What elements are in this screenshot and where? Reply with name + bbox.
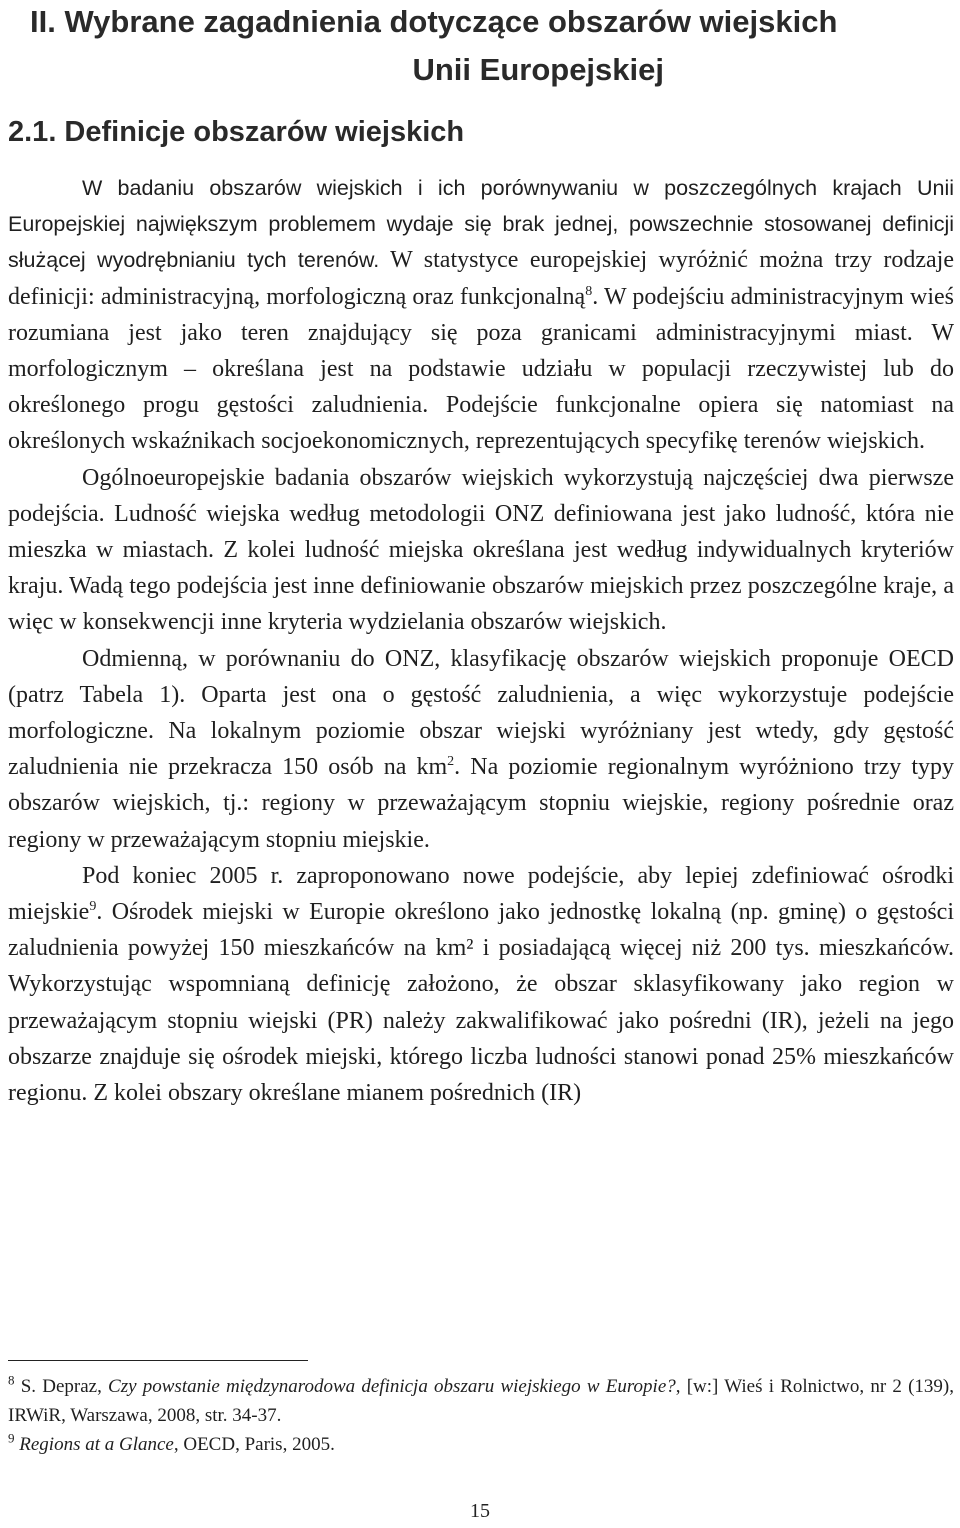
footnote-separator <box>8 1360 308 1361</box>
footnote-9-title: Regions at a Glance <box>14 1434 174 1455</box>
footnote-8 <box>8 1372 954 1430</box>
paragraph-1 <box>8 170 954 460</box>
footnote-8-title: Czy powstanie międzynarodowa definicja obszaru wiejskiego w Europie? <box>108 1376 676 1397</box>
chapter-heading-line-1: II. Wybrane zagadnienia dotyczące obszarów wiejskich <box>30 4 838 39</box>
paragraph-4-part-a: Pod koniec 2005 r. zaproponowano nowe podejście, aby lepiej zdefiniować ośrodki miejskie <box>8 862 954 926</box>
chapter-heading-line-2: Unii Europejskiej <box>412 52 664 87</box>
superscript-2: 2 <box>447 754 455 770</box>
footnote-9 <box>8 1430 954 1459</box>
paragraph-3 <box>8 641 954 858</box>
footnotes <box>8 1372 954 1459</box>
footnote-8-rest: , [w:] Wieś i Rolnictwo, nr 2 (139), IRWiR, Warszawa, 2008, str. 34-37. <box>8 1376 954 1426</box>
paragraph-4 <box>8 858 954 1111</box>
footnote-9-rest: , OECD, Paris, 2005. <box>173 1434 335 1455</box>
paragraph-1-sans-part: W badaniu obszarów wiejskich i ich porównywaniu w poszczególnych krajach Unii Europejskiej największym problemem wydaje się brak jednej, powszechnie stosowanej definicji służącej wyodrębnianiu tych terenów. <box>8 176 954 273</box>
body-text <box>8 170 954 1111</box>
paragraph-3-part-a: Odmienną, w porównaniu do ONZ, klasyfikację obszarów wiejskich proponuje OECD (patrz Tabela 1). Oparta jest ona o gęstość zaludnienia, a więc wykorzystuje podejście morfologiczne. Na lokalnym poziomie obszar wiejski wyróżniany jest wtedy, gdy gęstość zaludnienia nie przekracza 150 osób na km <box>8 645 954 781</box>
paragraph-1-part-b: W statystyce europejskiej wyróżnić można trzy rodzaje definicji: administracyjną, morfologiczną oraz funkcjonalną <box>8 247 954 310</box>
footnote-ref-9[interactable]: 9 <box>89 899 97 915</box>
footnote-8-author: S. Depraz, <box>14 1376 109 1397</box>
paragraph-4-part-b: . Ośrodek miejski w Europie określono jako jednostkę lokalną (np. gminę) o gęstości zaludnienia powyżej 150 mieszkańców na km² i posiadającą więcej niż 200 tys. mieszkańców. Wykorzystując wspomnianą definicję założono, że obszar sklasyfikowany jako region w przeważającym stopniu wiejski (PR) należy zakwalifikować jako pośredni (IR), jeżeli na jego obszarze znajduje się ośrodek miejski, którego liczba ludności stanowi ponad 25% mieszkańców regionu. Z kolei obszary określane mianem pośrednich (IR) <box>8 899 954 1107</box>
footnote-ref-8[interactable]: 8 <box>585 283 593 299</box>
chapter-heading <box>8 0 954 92</box>
footnote-8-number: 8 <box>8 1372 15 1388</box>
paragraph-1-part-c: . W podejściu administracyjnym wieś rozumiana jest jako teren znajdujący się poza granicami administracyjnymi miast. W morfologicznym – określana jest na podstawie udziału w populacji rzeczywistej lub do określonego progu gęstości zaludnienia. Podejście funkcjonalne opiera się natomiast na określonych wskaźnikach socjoekonomicznych, reprezentujących specyfikę terenów wiejskich. <box>8 283 954 455</box>
section-heading: 2.1. Definicje obszarów wiejskich <box>8 116 465 148</box>
document-page <box>8 0 954 1111</box>
paragraph-2: Ogólnoeuropejskie badania obszarów wiejskich wykorzystują najczęściej dwa pierwsze podejścia. Ludność wiejska według metodologii ONZ definiowana jest jako ludność, która nie mieszka w miastach. Z kolei ludność miejska określana jest według indywidualnych kryteriów kraju. Wadą tego podejścia jest inne definiowanie obszarów miejskich przez poszczególne kraje, a więc w konsekwencji inne kryteria wydzielania obszarów wiejskich. <box>8 464 954 636</box>
footnote-9-number: 9 <box>8 1430 15 1446</box>
page-number: 15 <box>470 1500 490 1522</box>
paragraph-3-part-b: . Na poziomie regionalnym wyróżniono trzy typy obszarów wiejskich, tj.: regiony w przeważającym stopniu wiejskie, regiony pośrednie oraz regiony w przeważającym stopniu miejskie. <box>8 754 955 853</box>
